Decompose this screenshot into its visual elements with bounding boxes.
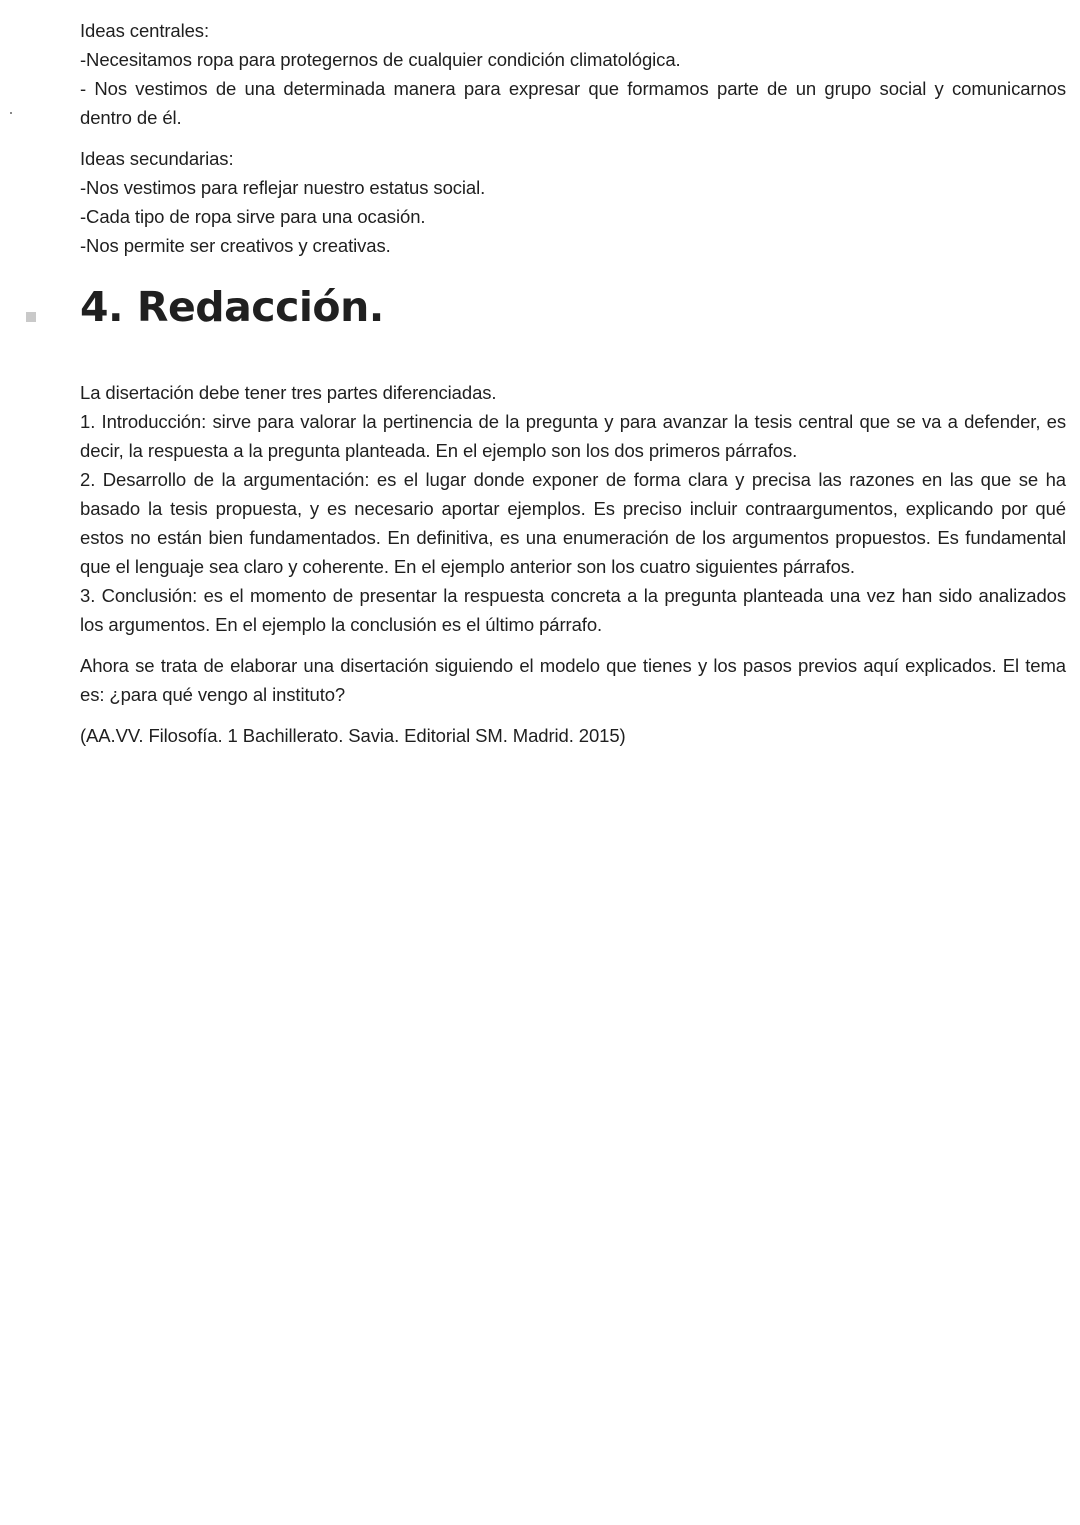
redaccion-part: 1. Introducción: sirve para valorar la pertinencia de la pregunta y para avanzar la tesis central que se va a defender, es decir, la respuesta a la pregunta planteada. En el ejemplo son los dos primeros párrafos. — [80, 411, 1066, 461]
ideas-secundarias-label: Ideas secundarias: — [80, 148, 234, 169]
ideas-centrales-label: Ideas centrales: — [80, 20, 210, 41]
redaccion-part: 2. Desarrollo de la argumentación: es el lugar donde exponer de forma clara y precisa las razones en las que se ha basado la tesis propuesta, y es necesario aportar ejemplos. Es preciso incluir contraargumentos, explicando por qué estos no están bien fundamentados. En definitiva, es una enumeración de los argumentos propuestos. Es fundamental que el lenguaje sea claro y coherente. En el ejemplo anterior son los cuatro siguientes párrafos. — [80, 469, 1066, 577]
section-heading: 4. Redacción. — [80, 283, 384, 331]
idea-central-item: -Necesitamos ropa para protegernos de cualquier condición climatológica. — [80, 49, 681, 70]
ideas-secundarias — [80, 144, 1066, 260]
citation-block — [80, 721, 1066, 750]
scan-speck — [10, 112, 12, 114]
idea-secundaria-item: -Cada tipo de ropa sirve para una ocasión. — [80, 206, 426, 227]
idea-central-item: - Nos vestimos de una determinada manera para expresar que formamos parte de un grupo social y comunicarnos dentro de él. — [80, 78, 1066, 128]
idea-secundaria-item: -Nos vestimos para reflejar nuestro estatus social. — [80, 177, 486, 198]
redaccion-part: 3. Conclusión: es el momento de presentar la respuesta concreta a la pregunta planteada una vez han sido analizados los argumentos. En el ejemplo la conclusión es el último párrafo. — [80, 585, 1066, 635]
document-page — [80, 16, 1066, 750]
scan-speck — [26, 312, 36, 322]
task-text: Ahora se trata de elaborar una disertación siguiendo el modelo que tienes y los pasos previos aquí explicados. El tema es: ¿para qué vengo al instituto? — [80, 655, 1066, 705]
ideas-centrales — [80, 16, 1066, 132]
task-paragraph — [80, 651, 1066, 709]
citation-text: (AA.VV. Filosofía. 1 Bachillerato. Savia. Editorial SM. Madrid. 2015) — [80, 725, 626, 746]
idea-secundaria-item: -Nos permite ser creativos y creativas. — [80, 235, 391, 256]
redaccion-intro: La disertación debe tener tres partes diferenciadas. — [80, 382, 497, 403]
redaccion-body — [80, 378, 1066, 639]
